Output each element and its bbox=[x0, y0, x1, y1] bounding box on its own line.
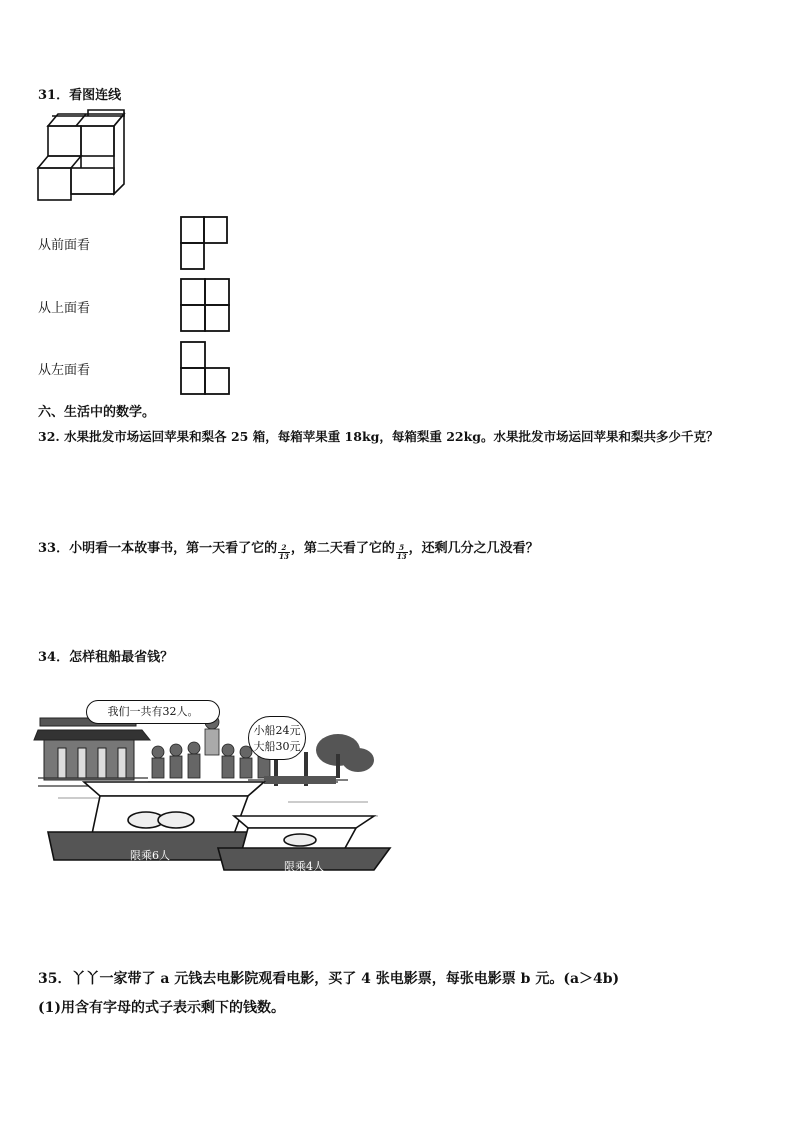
q34-title: 34．怎样租船最省钱？ bbox=[38, 650, 174, 665]
view-left-figure[interactable] bbox=[180, 341, 232, 395]
price-small-boat: 小船24元 bbox=[253, 724, 301, 737]
q32-text: 32. 水果批发市场运回苹果和梨各 25 箱，每箱苹果重 18kg，每箱梨重 22kg。水果批发市场运回苹果和梨共多少千克？ bbox=[38, 429, 719, 444]
q31-title: 31．看图连线 bbox=[38, 88, 122, 103]
small-boat-label: 限乘4人 bbox=[284, 860, 324, 873]
q33-part1: 33．小明看一本故事书，第一天看了它的 bbox=[38, 541, 278, 556]
section-six-title: 六、生活中的数学。 bbox=[38, 405, 156, 420]
boat-rental-illustration bbox=[38, 690, 394, 876]
big-boat-label: 限乘6人 bbox=[130, 849, 170, 862]
q33-part3: ，还剩几分之几没看？ bbox=[408, 541, 539, 556]
view-front-figure[interactable] bbox=[180, 216, 230, 270]
speech-bubble: 我们一共有32人。 bbox=[86, 700, 220, 724]
view-label-left: 从左面看 bbox=[38, 363, 91, 378]
view-label-top: 从上面看 bbox=[38, 301, 91, 316]
q33-text bbox=[38, 537, 539, 561]
cube-stack-figure bbox=[38, 110, 130, 206]
q35-text: 35．丫丫一家带了 a 元钱去电影院观看电影，买了 4 张电影票，每张电影票 b 元。(a＞4b) bbox=[38, 971, 620, 987]
price-sign bbox=[248, 716, 306, 760]
view-label-front: 从前面看 bbox=[38, 238, 91, 253]
view-top-figure[interactable] bbox=[180, 278, 232, 332]
q33-fraction-1: $\frac{2}{13}$ bbox=[279, 543, 289, 561]
q33-fraction-2: $\frac{5}{13}$ bbox=[396, 543, 407, 561]
q35-part1: (1)用含有字母的式子表示剩下的钱数。 bbox=[38, 1000, 285, 1016]
price-big-boat: 大船30元 bbox=[253, 740, 301, 753]
q33-part2: ，第二天看了它的 bbox=[290, 541, 395, 556]
